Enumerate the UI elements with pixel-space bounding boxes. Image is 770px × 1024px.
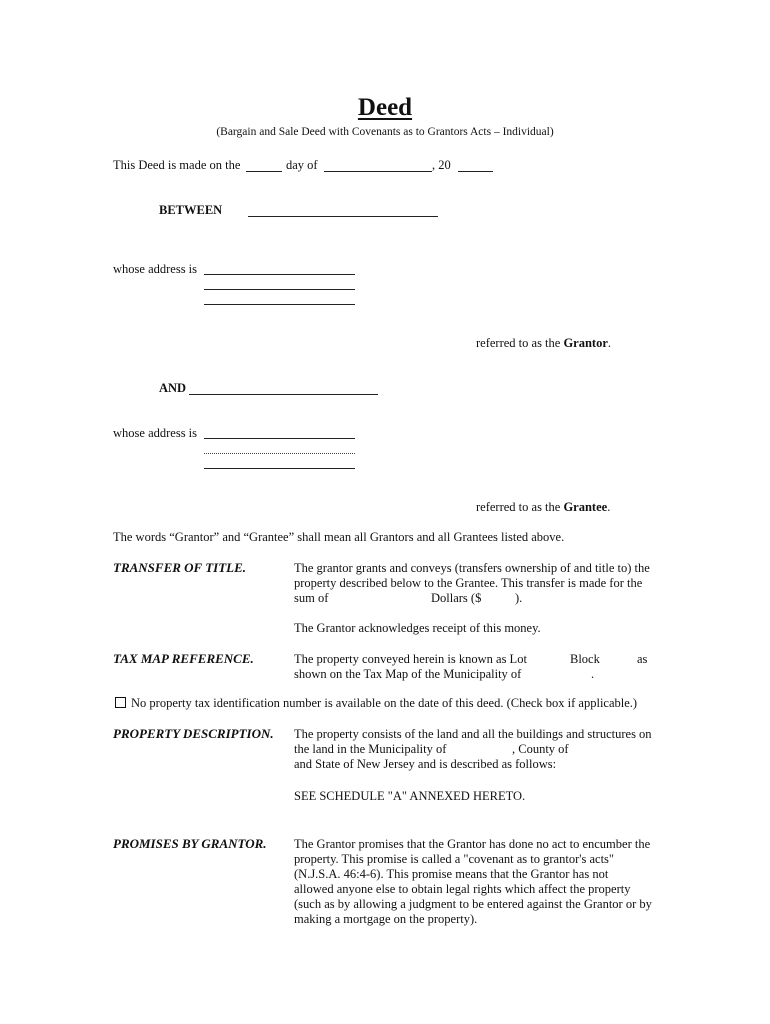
document-subtitle: (Bargain and Sale Deed with Covenants as to Grantors Acts – Individual) [216,126,554,138]
grantor-name-blank[interactable] [248,216,438,217]
grantee-address-line-2[interactable] [204,453,355,454]
transfer-paragraph: The grantor grants and conveys (transfers ownership of and title to) the property described below to the Grantee. This transfer is made for the [294,561,650,590]
made-on-prefix: This Deed is made on the [113,158,241,172]
grantor-referred: referred to as the Grantor. [476,336,612,350]
property-line-3: and State of New Jersey and is described as follows: [294,757,557,771]
tax-map-period: . [591,667,595,681]
transfer-close: ). [515,591,523,605]
between-label: BETWEEN [159,203,223,217]
transfer-dollars: Dollars ($ [431,591,482,605]
month-blank[interactable] [324,171,432,172]
grantor-address-label: whose address is [113,262,198,276]
year-prefix: , 20 [432,158,451,172]
tax-map-heading: TAX MAP REFERENCE. [113,651,254,666]
no-tax-id-checkbox[interactable] [115,697,126,708]
document-title: Deed [357,94,413,121]
tax-map-as: as [637,652,648,666]
grantor-address-line-2[interactable] [204,289,355,290]
year-blank[interactable] [458,171,493,172]
property-line-2b: , County of [512,742,569,756]
transfer-heading: TRANSFER OF TITLE. [113,560,247,575]
transfer-sum-of: sum of [294,591,329,605]
promises-heading: PROMISES BY GRANTOR. [113,836,267,851]
day-of-label: day of [286,158,318,172]
tax-map-block: Block [570,652,600,666]
day-blank[interactable] [246,171,282,172]
grantee-address-label: whose address is [113,426,198,440]
property-schedule: SEE SCHEDULE "A" ANNEXED HERETO. [294,789,526,803]
and-label: AND [159,381,187,395]
property-line-2a: the land in the Municipality of [294,742,447,756]
grantee-referred: referred to as the Grantee. [476,500,611,514]
grantee-name-blank[interactable] [189,394,378,395]
transfer-acknowledge: The Grantor acknowledges receipt of this money. [294,621,541,635]
grantee-address-line-3[interactable] [204,468,355,469]
promises-paragraph: The Grantor promises that the Grantor has done no act to encumber the property. This promise is called a "covenant as to grantor's acts" (N.J.S.A. 46:4-6). This promise means that the Grantor has not allowed anyone else to obtain legal rights which affect the property (such as by allowing a judgment to be entered against the Grantor or by making a mortgage on the property). [294,837,652,926]
grantee-address-line-1[interactable] [204,438,355,439]
tax-map-municipality: shown on the Tax Map of the Municipality of [294,667,522,681]
no-tax-id-label: No property tax identification number is available on the date of this deed. (Check box if applicable.) [131,696,638,710]
property-line-1: The property consists of the land and all the buildings and structures on [294,727,652,741]
grantor-address-line-3[interactable] [204,304,355,305]
tax-map-lot: The property conveyed herein is known as Lot [294,652,527,666]
grantor-address-line-1[interactable] [204,274,355,275]
words-definition: The words “Grantor” and “Grantee” shall mean all Grantors and all Grantees listed above. [113,530,565,544]
property-heading: PROPERTY DESCRIPTION. [113,726,274,741]
